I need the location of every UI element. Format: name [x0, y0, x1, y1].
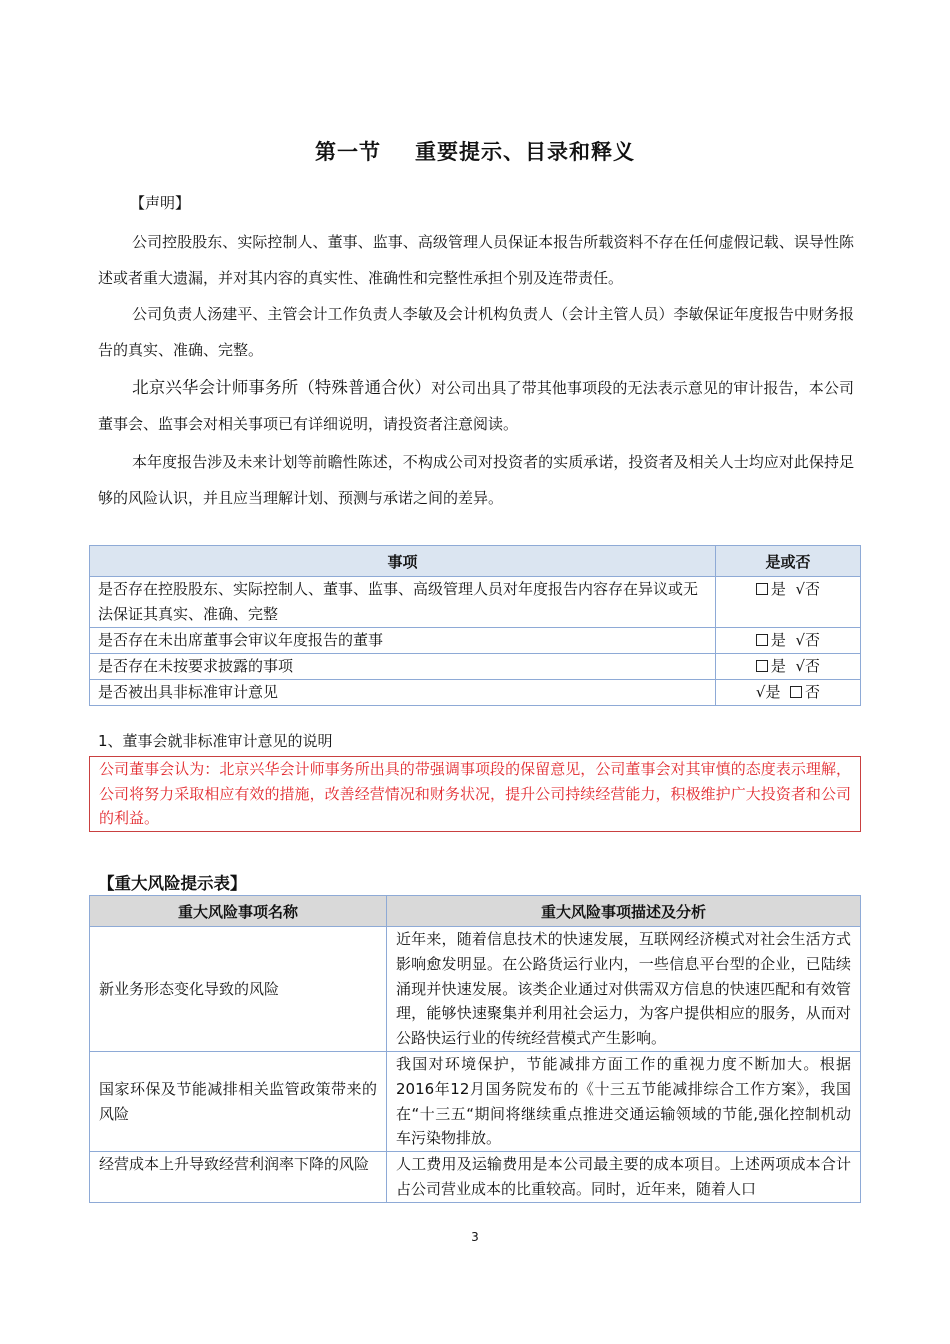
- risk-header-row: [90, 896, 861, 927]
- option-label: 是: [770, 580, 786, 598]
- paragraph-guarantee: [98, 224, 854, 296]
- declaration-label: 【声明】: [130, 194, 191, 212]
- board-explanation-box: 公司董事会认为：北京兴华会计师事务所出具的带强调事项段的保留意见，公司董事会对其审慎的态度表示理解，公司将努力采取相应有效的措施，改善经营情况和财务状况，提升公司持续经营能力，积极维护广大投资者和公司的利益。: [89, 756, 861, 832]
- checklist-item: 是否存在未出席董事会审议年度报告的董事: [90, 628, 716, 654]
- checklist-answer: [716, 654, 861, 680]
- risk-description: 我国对环境保护，节能减排方面工作的重视力度不断加大。根据2016年12月国务院发布的《十三五节能减排综合工作方案》，我国在“十三五“期间将继续重点推进交通运输领域的节能,强化控制机动车污染物排放。: [387, 1051, 861, 1151]
- checklist-item: 是否被出具非标准审计意见: [90, 680, 716, 706]
- paragraph-text: 本年度报告涉及未来计划等前瞻性陈述，不构成公司对投资者的实质承诺，投资者及相关人士均应对此保持足够的风险认识，并且应当理解计划、预测与承诺之间的差异。: [98, 453, 854, 507]
- auditor-name: 北京兴华会计师事务所（特殊普通合伙）: [132, 378, 432, 397]
- checklist-row: [90, 680, 861, 706]
- option-label: 否: [805, 683, 821, 701]
- checkmark-icon: √: [795, 631, 806, 649]
- unchecked-option: [756, 580, 786, 598]
- paragraph-text: 公司负责人汤建平、主管会计工作负责人李敏及会计机构负责人（会计主管人员）李敏保证年度报告中财务报告的真实、准确、完整。: [98, 305, 854, 359]
- option-label: 是: [765, 683, 781, 701]
- section-heading: 重要提示、目录和释义: [415, 140, 635, 164]
- checklist-header-answer: 是或否: [716, 546, 861, 577]
- risk-table: [89, 895, 861, 1203]
- risk-table-label: 【重大风险提示表】: [98, 874, 247, 893]
- checkbox-icon: [756, 634, 768, 646]
- checkmark-icon: √: [795, 580, 806, 598]
- checked-option: [756, 683, 781, 701]
- checkbox-icon: [756, 583, 768, 595]
- risk-name: 新业务形态变化导致的风险: [90, 927, 387, 1052]
- checked-option: [795, 657, 820, 675]
- risk-name: 国家环保及节能减排相关监管政策带来的风险: [90, 1051, 387, 1151]
- checked-option: [795, 580, 820, 598]
- paragraph-text: 对公司出具了带其他事项段的无法表示意见的审计报告，本公司董事会、监事会对相关事项已有详细说明，请投资者注意阅读。: [98, 379, 854, 433]
- section-title: [0, 136, 950, 166]
- checklist-answer: [716, 680, 861, 706]
- risk-row: [90, 927, 861, 1052]
- risk-header-desc: 重大风险事项描述及分析: [387, 896, 861, 927]
- checkmark-icon: √: [795, 657, 806, 675]
- risk-description: 近年来，随着信息技术的快速发展，互联网经济模式对社会生活方式影响愈发明显。在公路货运行业内，一些信息平台型的企业，已陆续涌现并快速发展。该类企业通过对供需双方信息的快速匹配和有效管理，能够快速聚集并利用社会运力，为客户提供相应的服务，从而对公路快运行业的传统经营模式产生影响。: [387, 927, 861, 1052]
- checkbox-icon: [756, 660, 768, 672]
- option-label: 是: [770, 631, 786, 649]
- paragraph-text: 公司控股股东、实际控制人、董事、监事、高级管理人员保证本报告所载资料不存在任何虚假记载、误导性陈述或者重大遗漏，并对其内容的真实性、准确性和完整性承担个别及连带责任。: [98, 233, 854, 287]
- risk-header-name: 重大风险事项名称: [90, 896, 387, 927]
- checkbox-icon: [790, 686, 802, 698]
- risk-row: [90, 1152, 861, 1203]
- risk-row: [90, 1051, 861, 1151]
- checklist-answer: [716, 628, 861, 654]
- option-label: 否: [805, 657, 821, 675]
- checked-option: [795, 631, 820, 649]
- page-number: 3: [471, 1230, 479, 1244]
- option-label: 是: [770, 657, 786, 675]
- checklist-row: [90, 654, 861, 680]
- checklist-header-item: 事项: [90, 546, 716, 577]
- paragraph-responsible-persons: [98, 296, 854, 368]
- checklist-item: 是否存在控股股东、实际控制人、董事、监事、高级管理人员对年度报告内容存在异议或无法保证其真实、准确、完整: [90, 577, 716, 628]
- unchecked-option: [790, 683, 820, 701]
- option-label: 否: [805, 580, 821, 598]
- paragraph-audit-opinion: [98, 370, 854, 442]
- risk-description: 人工费用及运输费用是本公司最主要的成本项目。上述两项成本合计占公司营业成本的比重较高。同时，近年来，随着人口: [387, 1152, 861, 1203]
- unchecked-option: [756, 657, 786, 675]
- checklist-item: 是否存在未按要求披露的事项: [90, 654, 716, 680]
- unchecked-option: [756, 631, 786, 649]
- checklist-header-row: [90, 546, 861, 577]
- checkmark-icon: √: [755, 683, 766, 701]
- option-label: 否: [805, 631, 821, 649]
- board-explanation-heading: 1、董事会就非标准审计意见的说明: [98, 732, 333, 750]
- checklist-row: [90, 577, 861, 628]
- paragraph-forward-looking: [98, 444, 854, 516]
- checklist-row: [90, 628, 861, 654]
- section-number: 第一节: [315, 140, 381, 164]
- risk-name: 经营成本上升导致经营利润率下降的风险: [90, 1152, 387, 1203]
- checklist-answer: [716, 577, 861, 628]
- checklist-table: [89, 545, 861, 706]
